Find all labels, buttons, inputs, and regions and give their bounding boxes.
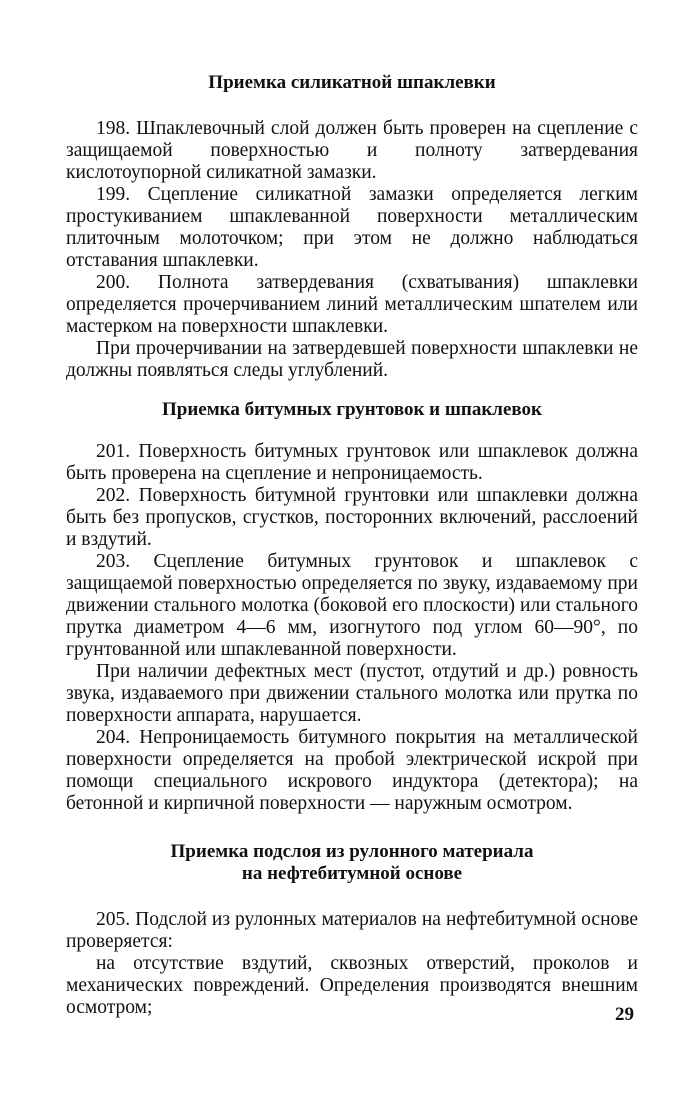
page-body	[66, 72, 638, 1019]
section-heading-bitumen-primers: Приемка битумных грунтовок и шпаклевок	[162, 399, 542, 420]
section-heading-roll-material-underlayer	[66, 841, 638, 885]
paragraph-201: 201. Поверхность битумных грунтовок или шпаклевок должна быть проверена на сцепление и непроницаемость.	[66, 441, 638, 484]
paragraph-205-item: на отсутствие вздутий, сквозных отверстий, проколов и механических повреждений. Определения производятся внешним осмотром;	[66, 953, 638, 1018]
section-heading-line-1: Приемка подслоя из рулонного материала	[170, 841, 534, 862]
paragraph-204: 204. Непроницаемость битумного покрытия на металлической поверхности определяется на пробой электрической искрой при помощи специального искрового индуктора (детектора); на бетонной и кирпичной поверхности — наружным осмотром.	[66, 727, 638, 814]
paragraph-203-note: При наличии дефектных мест (пустот, отдутий и др.) ровность звука, издаваемого при движении стального молотка или прутка по поверхности аппарата, нарушается.	[66, 661, 638, 726]
paragraph-202: 202. Поверхность битумной грунтовки или шпаклевки должна быть без пропусков, сгустков, посторонних включений, расслоений и вздутий.	[66, 485, 638, 550]
paragraph-200: 200. Полнота затвердевания (схватывания) шпаклевки определяется прочерчиванием линий металлическим шпателем или мастерком на поверхности шпаклевки.	[66, 272, 638, 337]
section-heading-silicate-putty: Приемка силикатной шпаклевки	[208, 72, 496, 93]
section-heading-line-2: на нефтебитумной основе	[241, 863, 463, 884]
paragraph-199: 199. Сцепление силикатной замазки определяется легким простукиванием шпаклеванной поверхности металлическим плиточным молоточком; при этом не должно наблюдаться отставания шпаклевки.	[66, 184, 638, 271]
paragraph-205: 205. Подслой из рулонных материалов на нефтебитумной основе проверяется:	[66, 909, 638, 952]
paragraph-203: 203. Сцепление битумных грунтовок и шпаклевок с защищаемой поверхностью определяется по звуку, издаваемому при движении стального молотка (боковой его плоскости) или стального прутка диаметром 4—6 мм, изогнутого под углом 60—90°, по грунтованной или шпаклеванной поверхности.	[66, 551, 638, 660]
paragraph-200-note: При прочерчивании на затвердевшей поверхности шпаклевки не должны появляться следы углублений.	[66, 338, 638, 381]
page-number: 29	[615, 1004, 634, 1025]
paragraph-198: 198. Шпаклевочный слой должен быть проверен на сцепление с защищаемой поверхностью и полноту затвердевания кислотоупорной силикатной замазки.	[66, 118, 638, 183]
